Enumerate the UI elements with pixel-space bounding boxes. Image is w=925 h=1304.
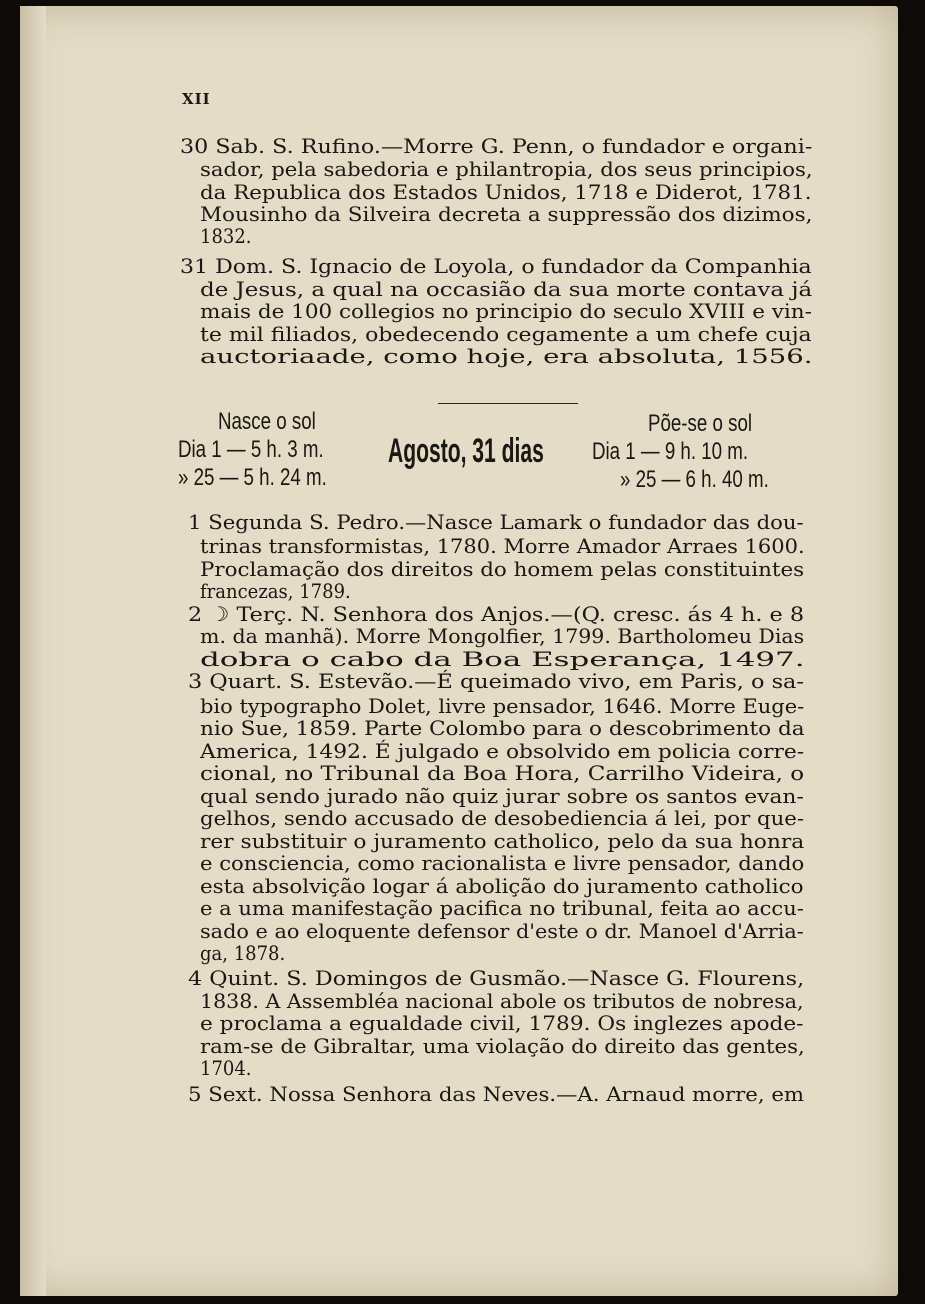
august-line: cional, no Tribunal da Boa Hora, Carrilho Videira, o [200, 761, 805, 785]
august-line: qual sendo jurado não quiz jurar sobre os santos evan- [200, 784, 804, 808]
august-line: e a uma manifestação pacifica no tribunal, feita ao accu- [200, 896, 804, 920]
july-line: da Republica dos Estados Unidos, 1718 e Diderot, 1781. [200, 180, 812, 204]
august-line: 1838. A Assembléa nacional abole os tributos de nobresa, [200, 989, 804, 1013]
august-line: 2 ☽ Terç. N. Senhora dos Anjos.—(Q. cresc. ás 4 h. e 8 [188, 602, 805, 626]
sunset-day-1: Dia 1 — 9 h. 10 m. [592, 438, 749, 465]
august-line: e proclama a egualdade civil, 1789. Os inglezes apode- [200, 1011, 804, 1035]
august-line: e consciencia, como racionalista e livre pensador, dando [200, 851, 805, 875]
august-line: gelhos, sendo accusado de desobediencia á lei, por que- [200, 806, 805, 830]
august-line: m. da manhã). Morre Mongolfier, 1799. Bartholomeu Dias [200, 624, 805, 648]
august-line: trinas transformistas, 1780. Morre Amador Arraes 1600. [200, 534, 805, 558]
page-number: XII [182, 90, 211, 108]
august-line: 3 Quart. S. Estevão.—É queimado vivo, em Paris, o sa- [188, 669, 804, 693]
july-line: te mil filiados, obedecendo cegamente a um chefe cuja [200, 322, 812, 346]
book-page [20, 6, 898, 1296]
july-line: sador, pela sabedoria e philantropia, dos seus principios, [200, 157, 813, 181]
august-line: esta absolvição logar á abolição do juramento catholico [200, 874, 804, 898]
august-line: 5 Sext. Nossa Senhora das Neves.—A. Arnaud morre, em [188, 1082, 805, 1106]
july-line: Mousinho da Silveira decreta a suppressão dos dizimos, [200, 202, 813, 226]
august-line: bio typographo Dolet, livre pensador, 1646. Morre Euge- [200, 694, 805, 718]
august-line: sado e ao eloquente defensor d'este o dr. Manoel d'Arria- [200, 919, 804, 943]
july-line: 31 Dom. S. Ignacio de Loyola, o fundador da Companhia [180, 254, 812, 278]
sunset-day-25: » 25 — 6 h. 40 m. [620, 466, 769, 493]
august-line: dobra o cabo da Boa Esperança, 1497. [200, 647, 805, 671]
july-line: auctoriaade, como hoje, era absoluta, 1556. [200, 344, 813, 368]
july-line: mais de 100 collegios no principio do seculo XVIII e vin- [200, 299, 812, 323]
july-line: 30 Sab. S. Rufino.—Morre G. Penn, o fundador e organi- [180, 134, 813, 158]
july-line: de Jesus, a qual na occasião da sua morte contava já [200, 277, 813, 301]
august-line: 1 Segunda S. Pedro.—Nasce Lamark o fundador das dou- [188, 510, 804, 534]
august-line: 1704. [200, 1056, 252, 1080]
page-fold-shadow [20, 6, 46, 1296]
august-line: America, 1492. É julgado e obsolvido em policia corre- [200, 739, 805, 763]
august-line: rer substituir o juramento catholico, pelo da sua honra [200, 829, 805, 853]
header-rule [438, 403, 578, 404]
sunrise-heading: Nasce o sol [218, 408, 316, 435]
sunset-heading: Põe-se o sol [648, 410, 753, 437]
august-line: francezas, 1789. [200, 579, 351, 603]
sunrise-day-25: » 25 — 5 h. 24 m. [178, 464, 327, 491]
july-line: 1832. [200, 224, 252, 248]
august-line: Proclamação dos direitos do homem pelas constituintes [200, 557, 805, 581]
month-title: Agosto, 31 dias [388, 432, 544, 470]
august-line: 4 Quint. S. Domingos de Gusmão.—Nasce G. Flourens, [188, 966, 805, 990]
august-line: ram-se de Gibraltar, uma violação do direito das gentes, [200, 1034, 805, 1058]
sunrise-day-1: Dia 1 — 5 h. 3 m. [178, 436, 324, 463]
august-line: ga, 1878. [200, 941, 286, 965]
august-line: nio Sue, 1859. Parte Colombo para o descobrimento da [200, 716, 805, 740]
